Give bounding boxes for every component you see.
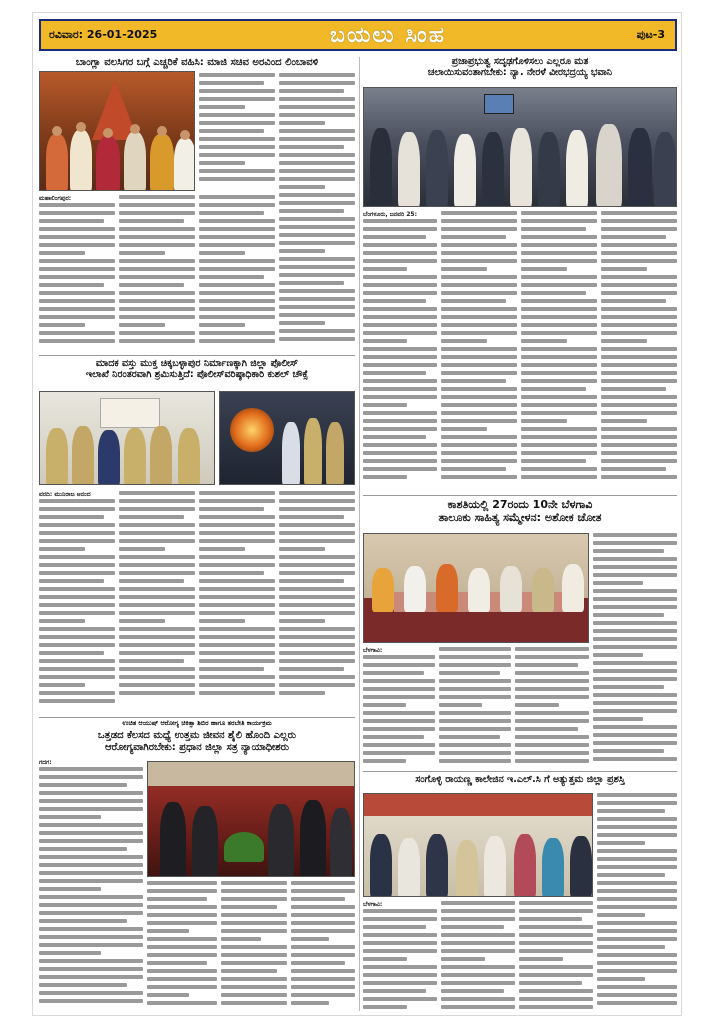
article-3-headline-line1: ಮಾದಕ ವಸ್ತು ಮುಕ್ತ ಚಿಕ್ಕಬಳ್ಳಾಪುರ ನಿರ್ಮಾಣಕ್ಕಾಗಿ ಜಿಲ್ಲಾ ಪೊಲೀಸ್ — [95, 358, 299, 369]
article-4-body-col3 — [515, 647, 589, 767]
article-4-headline-line2: ತಾಲೂಕು ಸಾಹಿತ್ಯ ಸಮ್ಮೇಳನ: ಅಶೋಕ ಚೋತ — [438, 510, 602, 524]
article-1-photo — [39, 71, 195, 191]
article-5-photo — [147, 761, 355, 877]
article-2-photo — [363, 87, 677, 207]
article-3-photo-left — [39, 391, 215, 485]
article-4-headline — [363, 499, 677, 524]
article-2-headline-line2: ಚಲಾಯಿಸುವಂತಾಗಬೇಕು: ನ್ಯಾ. ನೇರಳೆ ವೀರಭದ್ರಯ್ಯ ಭವಾನಿ — [427, 66, 613, 78]
article-2-headline — [363, 57, 677, 79]
article-3-body-col3 — [199, 491, 275, 713]
section-divider-2 — [39, 717, 355, 718]
section-divider-3 — [363, 495, 677, 496]
newspaper-page — [32, 12, 682, 1016]
issue-date: ರವಿವಾರ: 26-01-2025 — [49, 28, 158, 41]
article-3-byline: ವರದಿ: ಮುನಿರಾಜ ಆನಂದ — [39, 491, 91, 498]
article-3-headline-line2: ಇಲಾಖೆ ನಿರಂತರವಾಗಿ ಶ್ರಮಿಸುತ್ತಿದೆ: ಪೊಲೀಸ್‌ವರಿಷ್ಠಾಧಿಕಾರಿ ಕುಶಲ್ ಚೌಕ್ಸೆ — [85, 368, 309, 380]
article-1-byline: ಮಹಾಲಿಂಗಪುರ: — [39, 195, 72, 202]
article-6-body-col2 — [441, 901, 515, 1011]
article-6-byline: ಬೆಳಗಾವಿ: — [363, 901, 383, 908]
section-divider-4 — [363, 771, 677, 772]
article-6-body-col3 — [519, 901, 593, 1011]
masthead — [39, 19, 677, 51]
page-number: ಪುಟ-3 — [636, 28, 665, 41]
article-1-body-col2 — [119, 195, 195, 351]
article-6-body-side — [597, 793, 677, 1011]
article-4-headline-line1: ಕಾಶತಿಯಲ್ಲಿ 27ರಂದು 10ನೇ ಬೆಳಗಾವಿ — [447, 498, 593, 511]
article-1-body-col3 — [199, 195, 275, 351]
article-2-headline-line1: ಪ್ರಜಾಪ್ರಭುತ್ವ ಸದೃಢಗೊಳಿಸಲು ಎಲ್ಲರೂ ಮತ — [451, 56, 589, 67]
article-3-body-col1 — [39, 499, 115, 713]
article-1-body-col1 — [39, 203, 115, 351]
newspaper-title: ಬಯಲು ಸಿಂಹ — [329, 22, 447, 48]
column-divider — [359, 57, 360, 1011]
article-4-body-side — [593, 533, 677, 767]
article-2-body-col4 — [601, 211, 677, 491]
article-5-body-col3 — [221, 881, 287, 1011]
article-2-body-col3 — [521, 211, 597, 491]
article-2-byline: ಬೆಂಗಳೂರು, ಜನವರಿ 25: — [363, 211, 418, 218]
article-2-body-col1 — [363, 219, 437, 491]
article-4-byline: ಬೆಳಗಾವಿ: — [363, 647, 383, 654]
article-4-photo — [363, 533, 589, 643]
article-2-body-col2 — [441, 211, 517, 491]
article-1-body-far-right — [279, 73, 355, 351]
article-6-photo — [363, 793, 593, 897]
article-3-body-col4 — [279, 491, 355, 713]
article-4-body-col1 — [363, 655, 435, 767]
article-5-kicker: ಉಚಿತ ಆಯುಷ್ ಆರೋಗ್ಯ ಚಿಕಿತ್ಸಾ ಶಿಬಿರ ಹಾಗೂ ತರಬೇತಿ ಕಾರ್ಯಕ್ರಮ — [122, 719, 272, 727]
article-5-byline: ಗದಗ: — [39, 759, 52, 766]
article-6-body-col1 — [363, 909, 437, 1011]
article-3-photo-right — [219, 391, 355, 485]
article-5-body-col1 — [39, 767, 143, 1011]
article-1-body-right — [199, 73, 275, 191]
article-4-body-col2 — [439, 647, 511, 767]
article-3-headline — [39, 359, 355, 381]
article-6-headline: ಸಂಗೊಳ್ಳಿ ರಾಯಣ್ಣ ಕಾಲೇಜಿನ ಇ.ಎಲ್.ಸಿ ಗೆ ಅತ್ಯುತ್ತಮ ಜಿಲ್ಲಾ ಪ್ರಶಸ್ತಿ — [415, 774, 625, 785]
section-divider-1 — [39, 355, 355, 356]
article-1-headline: ಬಾಂಗ್ಲಾ ವಲಸಿಗರ ಬಗ್ಗೆ ಎಚ್ಚರಿಕೆ ವಹಿಸಿ: ಮಾಜಿ ಸಚಿವ ಅರವಿಂದ ಲಿಂಬಾವಳಿ — [75, 57, 319, 68]
article-3-body-col2 — [119, 491, 195, 713]
article-5-body-col4 — [291, 881, 355, 1011]
article-5-headline-line1: ಒತ್ತಡದ ಕೆಲಸದ ಮಧ್ಯೆ ಉತ್ತಮ ಜೀವನ ಶೈಲಿ ಹೊಂದಿ ಎಲ್ಲರು — [97, 730, 297, 741]
article-5-body-col2 — [147, 881, 217, 1011]
article-5-headline — [39, 730, 355, 753]
article-5-headline-line2: ಆರೋಗ್ಯವಾಗಿರಬೇಕು: ಪ್ರಧಾನ ಜಿಲ್ಲಾ ಸತ್ರ ನ್ಯಾಯಾಧೀಶರು — [104, 741, 290, 753]
